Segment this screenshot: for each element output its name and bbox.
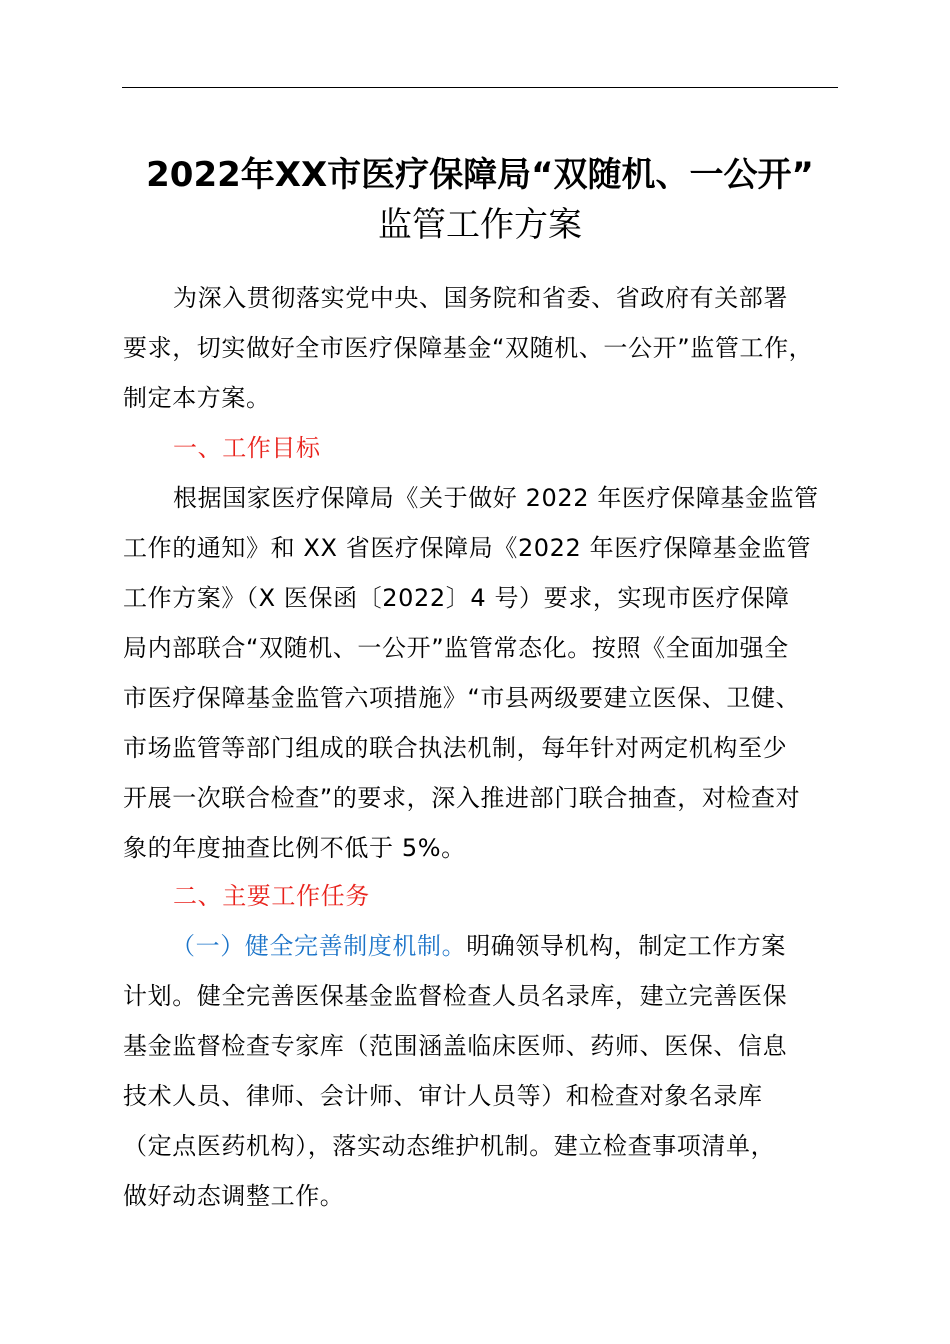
- document-title-line1: 2022年XX市医疗保障局“双随机、一公开”: [146, 155, 814, 195]
- paragraph-line: （定点医药机构），落实动态维护机制。建立检查事项清单，: [123, 1132, 776, 1160]
- paragraph-line: 工作方案》（X 医保函〔2022〕4 号）要求，实现市医疗保障: [123, 584, 790, 612]
- paragraph-line: 局内部联合“双随机、一公开”监管常态化。按照《全面加强全: [123, 634, 789, 662]
- section2-item1-paragraph: [123, 921, 843, 1221]
- section-heading: 一、工作目标: [173, 434, 321, 462]
- document-title-line2: 监管工作方案: [378, 205, 582, 245]
- paragraph-line: 象的年度抽查比例不低于 5%。: [123, 834, 466, 862]
- paragraph-text: 明确领导机构，制定工作方案: [466, 932, 787, 960]
- paragraph-line: 技术人员、律师、会计师、审计人员等）和检查对象名录库: [123, 1082, 763, 1110]
- paragraph-line: 根据国家医疗保障局《关于做好 2022 年医疗保障基金监管: [173, 484, 819, 512]
- section1-paragraph: [123, 473, 843, 873]
- intro-paragraph: [123, 273, 843, 423]
- header-rule: [122, 87, 838, 88]
- subsection-heading: （一）健全完善制度机制。: [171, 932, 467, 960]
- paragraph-line: 市医疗保障基金监管六项措施》“市县两级要建立医保、卫健、: [123, 684, 801, 712]
- paragraph-line: 基金监督检查专家库（范围涵盖临床医师、药师、医保、信息: [123, 1032, 788, 1060]
- section2-heading-block: [123, 871, 843, 921]
- paragraph-line: 制定本方案。: [123, 384, 271, 412]
- paragraph-line: 为深入贯彻落实党中央、国务院和省委、省政府有关部署: [173, 284, 788, 312]
- paragraph-line: 市场监管等部门组成的联合执法机制，每年针对两定机构至少: [123, 734, 788, 762]
- paragraph-line: 要求，切实做好全市医疗保障基金“双随机、一公开”监管工作，: [123, 334, 814, 362]
- paragraph-line: 工作的通知》和 XX 省医疗保障局《2022 年医疗保障基金监管: [123, 534, 812, 562]
- paragraph-line: 开展一次联合检查”的要求，深入推进部门联合抽查，对检查对: [123, 784, 801, 812]
- paragraph-line: 计划。健全完善医保基金监督检查人员名录库，建立完善医保: [123, 982, 788, 1010]
- section1-heading-block: [123, 423, 843, 473]
- paragraph-line: [123, 921, 843, 971]
- paragraph-line: 做好动态调整工作。: [123, 1182, 345, 1210]
- section-heading: 二、主要工作任务: [173, 882, 370, 910]
